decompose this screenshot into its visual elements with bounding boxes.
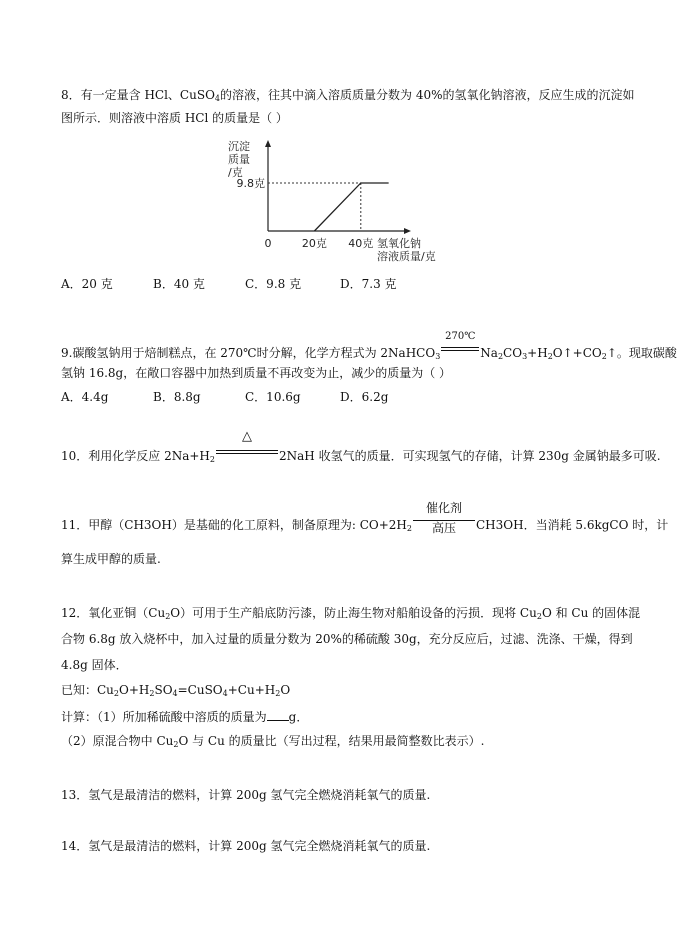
y-axis-label: 质量 <box>228 153 250 166</box>
y-tick-label: 9.8克 <box>236 176 265 190</box>
q8-option-a[interactable]: A．20 克 <box>61 277 113 291</box>
q11-line1: 11．甲醇（CH3OH）是基础的化工原料，制备原理为: $CO+2H_2$ 催化剂 高压 CH3OH．当消耗 5.6kgCO 时，计 <box>61 501 669 535</box>
y-axis-label: 沉淀 <box>228 140 250 153</box>
q12-line1: 12．氧化亚铜$(Cu_2O)$可用于生产船底防污漆，防止海生物对船舶设备的污损．现将 $Cu_2O$ 和 Cu 的固体混 <box>61 606 641 621</box>
y-axis-label: /克 <box>228 166 243 179</box>
answer-blank[interactable] <box>267 708 289 721</box>
q9-option-a[interactable]: A．4.4g <box>61 390 109 404</box>
q11-condition: 催化剂 高压 <box>413 513 475 529</box>
q9-line2: 氢钠 16.8g，在敞口容器中加热到质量不再改变为止，减少的质量为（ ） <box>61 366 452 380</box>
x-tick-label: 0 <box>264 237 272 250</box>
q10-condition: △ <box>216 444 278 460</box>
q9-line1: 9.碳酸氢钠用于焙制糕点，在 270℃时分解，化学方程式为 2NaHCO$_3$ 270℃ $Na_2CO_3+H_2O↑+CO_2↑$。现取碳酸 <box>61 331 677 361</box>
q10-line1: 10．利用化学反应 $2Na+H_2$ △ 2NaH 收氢气的质量．可实现氢气的存储，计算 230g 金属钠最多可吸. <box>61 429 661 464</box>
q8-line1: 8．有一定量含 HCl、CuSO$_4$的溶液，往其中滴入溶质质量分数为 40%的氢氧化钠溶液，反应生成的沉淀如 <box>61 88 635 103</box>
q9-option-c[interactable]: C．10.6g <box>245 390 301 404</box>
q9-option-d[interactable]: D．6.2g <box>340 390 389 404</box>
x-axis-arrow <box>404 228 411 234</box>
q8-option-c[interactable]: C．9.8 克 <box>245 277 302 291</box>
x-axis-label: 溶液质量/克 <box>377 250 436 263</box>
q14-line1: 14．氢气是最清洁的燃料，计算 200g 氢气完全燃烧消耗氧气的质量. <box>61 839 431 853</box>
q8-line2: 图所示．则溶液中溶质 HCl 的质量是（ ） <box>61 111 288 125</box>
q12-calc2: （2）原混合物中 $Cu_2O$ 与 Cu 的质量比（写出过程，结果用最简整数比表示）. <box>61 734 485 749</box>
q8-option-d[interactable]: D．7.3 克 <box>340 277 397 291</box>
q11-line2: 算生成甲醇的质量. <box>61 552 161 566</box>
precipitate-series-line <box>314 183 388 231</box>
x-axis-label: 氢氧化钠 <box>377 237 422 250</box>
q12-calc1: 计算：（1）所加稀硫酸中溶质的质量为 g． <box>61 710 309 724</box>
x-tick-label: 20克 <box>301 237 327 250</box>
q12-line2: 合物 6.8g 放入烧杯中，加入过量的质量分数为 20%的稀硫酸 30g，充分反应后，过滤、洗涤、干燥，得到 <box>61 632 633 646</box>
precipitate-chart <box>230 138 450 270</box>
q13-line1: 13．氢气是最清洁的燃料，计算 200g 氢气完全燃烧消耗氧气的质量. <box>61 788 431 802</box>
q9-option-b[interactable]: B．8.8g <box>153 390 201 404</box>
x-tick-label: 40克 <box>348 237 374 250</box>
q12-known: 已知：$Cu_2O+H_2SO_4=CuSO_4+Cu+H_2O$ <box>61 683 291 698</box>
q8-option-b[interactable]: B．40 克 <box>153 277 205 291</box>
q9-condition: 270℃ <box>441 341 479 357</box>
q12-line3: 4.8g 固体． <box>61 658 128 672</box>
y-axis-arrow <box>265 140 271 147</box>
